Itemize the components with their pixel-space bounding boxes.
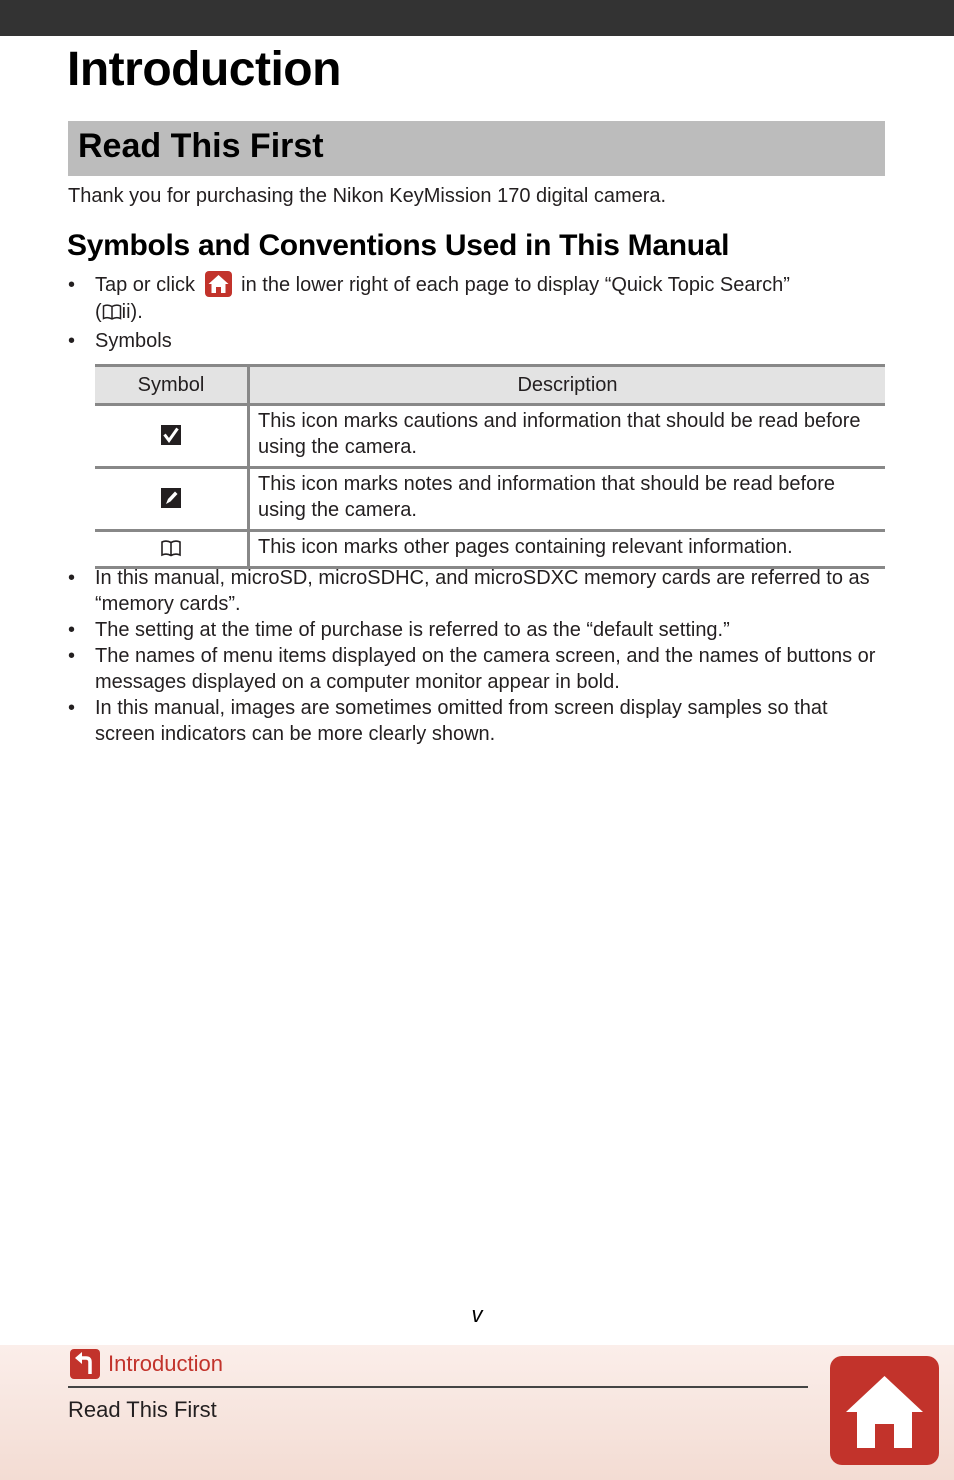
page-ref-link[interactable]: ii).: [121, 300, 143, 323]
description-cell: This icon marks other pages containing relevant information.: [249, 531, 886, 568]
book-icon: [102, 303, 122, 321]
symbols-table: [95, 364, 885, 569]
list-item-text: In this manual, images are sometimes omitted from screen display samples so that screen indicators can be more clearly shown.: [95, 697, 828, 745]
page-reference-icon: [160, 537, 182, 559]
table-row: [95, 405, 885, 468]
note-icon: [160, 487, 182, 509]
table-row: [95, 468, 885, 531]
back-arrow-icon[interactable]: [70, 1349, 100, 1379]
home-icon[interactable]: [205, 271, 232, 297]
page-ref-open: (: [95, 300, 102, 323]
section-header: [68, 121, 885, 176]
list-item: [68, 617, 888, 643]
list-item: [68, 272, 888, 325]
bullet-list-bottom: [68, 565, 888, 747]
bullet-icon: •: [68, 645, 76, 667]
section-title: Read This First: [78, 127, 324, 165]
footer: [0, 1345, 954, 1480]
list-item: [68, 328, 888, 354]
bullet-icon: •: [68, 567, 76, 589]
list-item-text: The setting at the time of purchase is referred to as the “default setting.”: [95, 619, 730, 641]
top-bar: [0, 0, 954, 36]
bullet-icon: •: [68, 619, 76, 641]
bullet-icon: •: [68, 274, 76, 296]
back-link[interactable]: [70, 1349, 223, 1379]
home-icon: [830, 1356, 939, 1465]
sub-heading: Symbols and Conventions Used in This Manual: [67, 229, 730, 262]
bullet-list-top: [68, 272, 888, 354]
list-item: [68, 565, 888, 617]
bullet-icon: •: [68, 697, 76, 719]
breadcrumb: Read This First: [68, 1397, 217, 1422]
list-item-text: Symbols: [95, 329, 172, 352]
description-cell: This icon marks notes and information that should be read before using the camera.: [249, 468, 886, 531]
table-row: [95, 531, 885, 568]
column-header-symbol: Symbol: [95, 366, 249, 405]
symbol-cell: [95, 405, 249, 468]
back-link-label[interactable]: Introduction: [108, 1351, 223, 1376]
page-number: v: [471, 1302, 483, 1327]
list-item: [68, 695, 888, 747]
page-title: Introduction: [67, 43, 341, 96]
symbol-cell: [95, 468, 249, 531]
list-item-text: Tap or click: [95, 274, 196, 296]
symbol-cell: [95, 531, 249, 568]
table-header-row: [95, 366, 885, 405]
footer-divider: [68, 1386, 808, 1388]
column-header-description: Description: [249, 366, 886, 405]
list-item-text: In this manual, microSD, microSDHC, and microSDXC memory cards are referred to as “memory cards”.: [95, 567, 870, 615]
intro-text: Thank you for purchasing the Nikon KeyMission 170 digital camera.: [68, 185, 667, 207]
list-item: [68, 643, 888, 695]
home-button[interactable]: [830, 1356, 939, 1465]
description-cell: This icon marks cautions and information that should be read before using the camera.: [249, 405, 886, 468]
list-item-text: in the lower right of each page to display “Quick Topic Search”: [241, 274, 790, 296]
bullet-icon: •: [68, 329, 76, 352]
list-item-text: The names of menu items displayed on the camera screen, and the names of buttons or messages displayed on a computer monitor appear in bold.: [95, 645, 876, 693]
caution-icon: [160, 424, 182, 446]
